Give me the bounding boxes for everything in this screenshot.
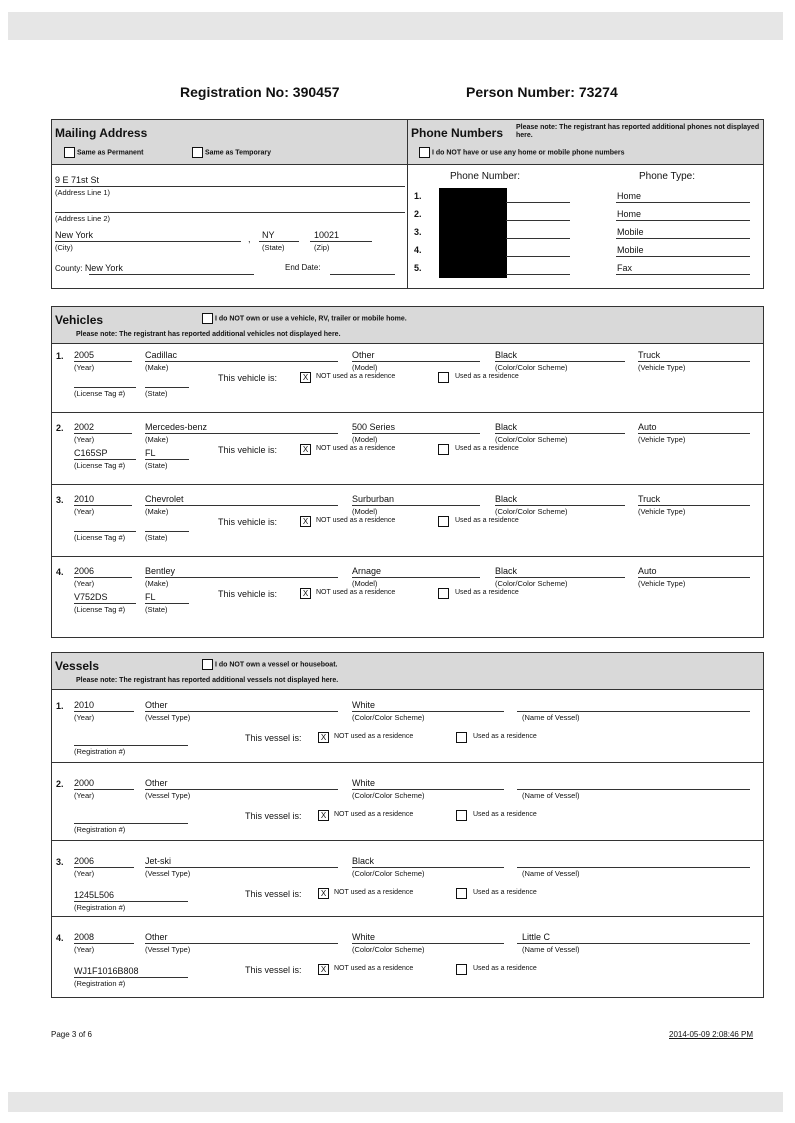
residence-label: Used as a residence (473, 965, 537, 972)
vessel-type-label: (Vessel Type) (145, 945, 191, 954)
vessel-year: 2000 (74, 778, 95, 788)
vessel-color: White (352, 700, 376, 710)
vessel-type-label: (Vessel Type) (145, 791, 191, 800)
year-label: (Year) (74, 435, 95, 444)
underline (74, 577, 132, 578)
state-label: (State) (262, 243, 285, 252)
vessels-note: Please note: The registrant has reported additional vessels not displayed here. (76, 677, 339, 684)
vehicles-title: Vehicles (55, 313, 104, 327)
underline (74, 745, 188, 746)
state: NY (262, 230, 275, 240)
underline (74, 531, 136, 532)
person-label: Person Number: (466, 84, 575, 100)
underline (616, 220, 750, 221)
vessel-index: 4. (56, 933, 64, 943)
underline (352, 867, 504, 868)
vessel-type-label: (Vessel Type) (145, 713, 191, 722)
underline (616, 238, 750, 239)
license-tag: V752DS (74, 592, 108, 602)
underline (352, 943, 504, 944)
underline (352, 577, 480, 578)
phone-type: Mobile (617, 227, 644, 237)
underline (495, 433, 625, 434)
underline (145, 505, 338, 506)
underline (616, 256, 750, 257)
residence-checkbox[interactable] (438, 516, 449, 527)
not-residence-checkbox[interactable]: X (318, 964, 329, 975)
same-temp-label: Same as Temporary (204, 149, 271, 157)
underline (74, 901, 188, 902)
residence-label: Used as a residence (473, 811, 537, 818)
vessel-is-label: This vessel is: (245, 811, 302, 821)
row-divider (52, 916, 763, 917)
underline (145, 577, 338, 578)
not-residence-label: NOT used as a residence (334, 811, 414, 818)
not-residence-label: NOT used as a residence (316, 517, 396, 524)
underline (74, 433, 132, 434)
underline (495, 577, 625, 578)
not-residence-checkbox[interactable]: X (300, 444, 311, 455)
not-residence-checkbox[interactable]: X (318, 810, 329, 821)
phone-row-number: 3. (414, 227, 422, 237)
vehicles-band (52, 307, 763, 344)
not-residence-label: NOT used as a residence (334, 733, 414, 740)
person-number (466, 84, 618, 100)
underline (145, 789, 338, 790)
registration-value: 390457 (292, 84, 340, 100)
phones-title: Phone Numbers (411, 126, 504, 140)
model-label: (Model) (352, 435, 378, 444)
vessel-name-label: (Name of Vessel) (522, 945, 580, 954)
city: New York (55, 230, 94, 240)
underline (517, 711, 750, 712)
year-label: (Year) (74, 363, 95, 372)
timestamp: 2014-05-09 2:08:46 PM (669, 1030, 754, 1039)
residence-checkbox[interactable] (438, 444, 449, 455)
vehicle-is-label: This vehicle is: (218, 589, 278, 599)
underline (145, 531, 189, 532)
address-line2-label: (Address Line 2) (55, 214, 111, 223)
phone-type-header: Phone Type: (639, 171, 695, 182)
underline (352, 789, 504, 790)
residence-checkbox[interactable] (456, 732, 467, 743)
vessels-title: Vessels (55, 659, 100, 673)
underline (145, 361, 338, 362)
underline (74, 459, 136, 460)
underline (145, 459, 189, 460)
end-date-label: End Date: (285, 263, 321, 272)
registration-label: (Registration #) (74, 903, 126, 912)
same-perm-label: Same as Permanent (76, 149, 144, 157)
not-residence-checkbox[interactable]: X (300, 516, 311, 527)
zip: 10021 (314, 230, 340, 240)
year-label: (Year) (74, 507, 95, 516)
vessel-type: Other (145, 932, 168, 942)
residence-checkbox[interactable] (438, 588, 449, 599)
address-line1-label: (Address Line 1) (55, 188, 111, 197)
state-label: (State) (145, 461, 168, 470)
underline (506, 274, 570, 275)
underline (145, 387, 189, 388)
year-label: (Year) (74, 713, 95, 722)
underline (638, 505, 750, 506)
color-label: (Color/Color Scheme) (352, 791, 425, 800)
phone-type: Fax (617, 263, 633, 273)
row-divider (52, 762, 763, 763)
zip-label: (Zip) (314, 243, 330, 252)
vehicle-make: Chevrolet (145, 494, 184, 504)
vessel-type: Other (145, 700, 168, 710)
underline (145, 943, 338, 944)
color-label: (Color/Color Scheme) (352, 869, 425, 878)
not-residence-checkbox[interactable]: X (300, 588, 311, 599)
line (55, 212, 405, 213)
underline (74, 789, 134, 790)
redaction-block (439, 188, 507, 278)
vessel-year: 2010 (74, 700, 95, 710)
not-residence-checkbox[interactable]: X (300, 372, 311, 383)
vehicle-year: 2002 (74, 422, 95, 432)
make-label: (Make) (145, 507, 169, 516)
vessel-color: White (352, 932, 376, 942)
same-perm-checkbox[interactable] (64, 147, 75, 158)
vehicle-model: Arnage (352, 566, 382, 576)
underline (145, 867, 338, 868)
underline (74, 711, 134, 712)
underline (74, 603, 136, 604)
vessel-color: White (352, 778, 376, 788)
year-label: (Year) (74, 945, 95, 954)
make-label: (Make) (145, 579, 169, 588)
vessel-is-label: This vessel is: (245, 965, 302, 975)
address-phone-box (51, 119, 764, 289)
not-residence-label: NOT used as a residence (334, 889, 414, 896)
county-label: County: (55, 264, 83, 273)
no-vehicle-checkbox[interactable] (202, 313, 213, 324)
county-value: New York (84, 263, 123, 273)
vehicle-is-label: This vehicle is: (218, 445, 278, 455)
vessel-is-label: This vessel is: (245, 889, 302, 899)
vessel-name-label: (Name of Vessel) (522, 869, 580, 878)
underline (145, 603, 189, 604)
vehicle-type: Truck (638, 494, 661, 504)
underline (74, 361, 132, 362)
vessel-index: 2. (56, 779, 64, 789)
residence-label: Used as a residence (455, 589, 519, 596)
vehicle-make: Bentley (145, 566, 176, 576)
state-label: (State) (145, 533, 168, 542)
underline (352, 361, 480, 362)
vehicle-type: Auto (638, 422, 657, 432)
underline (495, 505, 625, 506)
color-label: (Color/Color Scheme) (352, 945, 425, 954)
residence-label: Used as a residence (455, 445, 519, 452)
vessel-name-label: (Name of Vessel) (522, 791, 580, 800)
vehicle-index: 3. (56, 495, 64, 505)
underline (145, 433, 338, 434)
make-label: (Make) (145, 435, 169, 444)
not-residence-label: NOT used as a residence (316, 445, 396, 452)
vessel-color: Black (352, 856, 375, 866)
underline (517, 867, 750, 868)
color-label: (Color/Color Scheme) (495, 579, 568, 588)
type-label: (Vehicle Type) (638, 435, 686, 444)
vessel-index: 1. (56, 701, 64, 711)
line (310, 241, 372, 242)
underline (145, 711, 338, 712)
phone-row-number: 4. (414, 245, 422, 255)
not-residence-checkbox[interactable]: X (318, 888, 329, 899)
underline (517, 789, 750, 790)
license-tag-label: (License Tag #) (74, 389, 126, 398)
underline (638, 433, 750, 434)
not-residence-label: NOT used as a residence (316, 589, 396, 596)
year-label: (Year) (74, 791, 95, 800)
vehicle-index: 4. (56, 567, 64, 577)
vessel-name-label: (Name of Vessel) (522, 713, 580, 722)
underline (616, 202, 750, 203)
no-vehicle-option (202, 313, 407, 324)
color-label: (Color/Color Scheme) (495, 507, 568, 516)
underline (74, 505, 132, 506)
year-label: (Year) (74, 579, 95, 588)
not-residence-label: NOT used as a residence (334, 965, 414, 972)
vehicle-color: Black (495, 350, 518, 360)
underline (352, 711, 504, 712)
model-label: (Model) (352, 363, 378, 372)
color-label: (Color/Color Scheme) (495, 363, 568, 372)
line (55, 186, 405, 187)
underline (74, 943, 134, 944)
model-label: (Model) (352, 507, 378, 516)
vessel-type-label: (Vessel Type) (145, 869, 191, 878)
scan-edge-bottom (8, 1092, 783, 1112)
year-label: (Year) (74, 869, 95, 878)
vessel-is-label: This vessel is: (245, 733, 302, 743)
vehicle-state: FL (145, 448, 156, 458)
residence-checkbox[interactable] (456, 964, 467, 975)
residence-label: Used as a residence (455, 517, 519, 524)
underline (506, 238, 570, 239)
underline (74, 977, 188, 978)
underline (352, 505, 480, 506)
phone-number-header: Phone Number: (450, 171, 521, 182)
underline (495, 361, 625, 362)
line (330, 274, 395, 275)
state-label: (State) (145, 389, 168, 398)
registration-number: 1245L506 (74, 890, 115, 900)
same-temp-option (192, 147, 271, 158)
no-vessel-checkbox[interactable] (202, 659, 213, 670)
no-vessel-label: I do NOT own a vessel or houseboat. (214, 661, 338, 669)
no-vessel-option (202, 659, 337, 670)
vehicle-make: Mercedes-benz (145, 422, 208, 432)
residence-label: Used as a residence (473, 889, 537, 896)
license-tag-label: (License Tag #) (74, 533, 126, 542)
line (55, 241, 241, 242)
license-tag-label: (License Tag #) (74, 461, 126, 470)
underline (74, 867, 134, 868)
no-phone-option (419, 147, 624, 158)
make-label: (Make) (145, 363, 169, 372)
model-label: (Model) (352, 579, 378, 588)
not-residence-label: NOT used as a residence (316, 373, 396, 380)
underline (638, 361, 750, 362)
line (259, 241, 299, 242)
registration-label: (Registration #) (74, 979, 126, 988)
vehicle-color: Black (495, 422, 518, 432)
registration-label: Registration No: (180, 84, 289, 100)
vehicle-model: 500 Series (352, 422, 396, 432)
vessel-year: 2006 (74, 856, 95, 866)
no-phone-label: I do NOT have or use any home or mobile phone numbers (431, 149, 625, 157)
person-value: 73274 (578, 84, 618, 100)
address-line1: 9 E 71st St (55, 175, 100, 185)
vehicle-make: Cadillac (145, 350, 178, 360)
phone-type: Mobile (617, 245, 644, 255)
color-label: (Color/Color Scheme) (352, 713, 425, 722)
vehicle-year: 2010 (74, 494, 95, 504)
vehicle-type: Auto (638, 566, 657, 576)
vehicle-index: 1. (56, 351, 64, 361)
underline (616, 274, 750, 275)
license-tag: C165SP (74, 448, 108, 458)
phone-row-number: 2. (414, 209, 422, 219)
residence-checkbox[interactable] (456, 888, 467, 899)
residence-label: Used as a residence (455, 373, 519, 380)
residence-checkbox[interactable] (456, 810, 467, 821)
registration-number: WJ1F1016B808 (74, 966, 139, 976)
residence-label: Used as a residence (473, 733, 537, 740)
vessel-type: Jet-ski (145, 856, 172, 866)
underline (352, 433, 480, 434)
mailing-title: Mailing Address (55, 126, 148, 140)
row-divider (52, 412, 763, 413)
vessel-index: 3. (56, 857, 64, 867)
type-label: (Vehicle Type) (638, 507, 686, 516)
vehicle-model: Surburban (352, 494, 395, 504)
vessel-name: Little C (522, 932, 551, 942)
type-label: (Vehicle Type) (638, 363, 686, 372)
vehicle-is-label: This vehicle is: (218, 517, 278, 527)
no-vehicle-label: I do NOT own or use a vehicle, RV, trailer or mobile home. (214, 315, 407, 323)
registration-label: (Registration #) (74, 747, 126, 756)
underline (517, 943, 750, 944)
row-divider (52, 556, 763, 557)
underline (506, 256, 570, 257)
color-label: (Color/Color Scheme) (495, 435, 568, 444)
page-number: Page 3 of 6 (51, 1030, 92, 1039)
vessel-type: Other (145, 778, 168, 788)
phone-row-number: 5. (414, 263, 422, 273)
vessels-band (52, 653, 763, 690)
phone-row-number: 1. (414, 191, 422, 201)
scan-edge-top (8, 12, 783, 40)
vehicle-state: FL (145, 592, 156, 602)
phones-note: Please note: The registrant has reported additional phones not displayed here. (516, 124, 760, 139)
underline (638, 577, 750, 578)
row-divider (52, 484, 763, 485)
same-perm-option (64, 147, 144, 158)
vehicle-type: Truck (638, 350, 661, 360)
same-temp-checkbox[interactable] (192, 147, 203, 158)
no-phone-checkbox[interactable] (419, 147, 430, 158)
underline (74, 823, 188, 824)
comma: , (248, 234, 251, 244)
type-label: (Vehicle Type) (638, 579, 686, 588)
underline (506, 202, 570, 203)
vehicle-index: 2. (56, 423, 64, 433)
vehicle-year: 2006 (74, 566, 95, 576)
vehicle-year: 2005 (74, 350, 95, 360)
registration-label: (Registration #) (74, 825, 126, 834)
county-field (55, 263, 123, 273)
registration-number (180, 84, 340, 100)
state-label: (State) (145, 605, 168, 614)
divider (407, 120, 408, 288)
vehicle-model: Other (352, 350, 375, 360)
vehicle-color: Black (495, 494, 518, 504)
phone-type: Home (617, 209, 642, 219)
vehicle-color: Black (495, 566, 518, 576)
residence-checkbox[interactable] (438, 372, 449, 383)
vehicles-note: Please note: The registrant has reported additional vehicles not displayed here. (76, 331, 341, 338)
vessel-year: 2008 (74, 932, 95, 942)
phone-type: Home (617, 191, 642, 201)
underline (506, 220, 570, 221)
line (89, 274, 254, 275)
vehicle-is-label: This vehicle is: (218, 373, 278, 383)
underline (74, 387, 136, 388)
row-divider (52, 840, 763, 841)
city-label: (City) (55, 243, 73, 252)
license-tag-label: (License Tag #) (74, 605, 126, 614)
not-residence-checkbox[interactable]: X (318, 732, 329, 743)
